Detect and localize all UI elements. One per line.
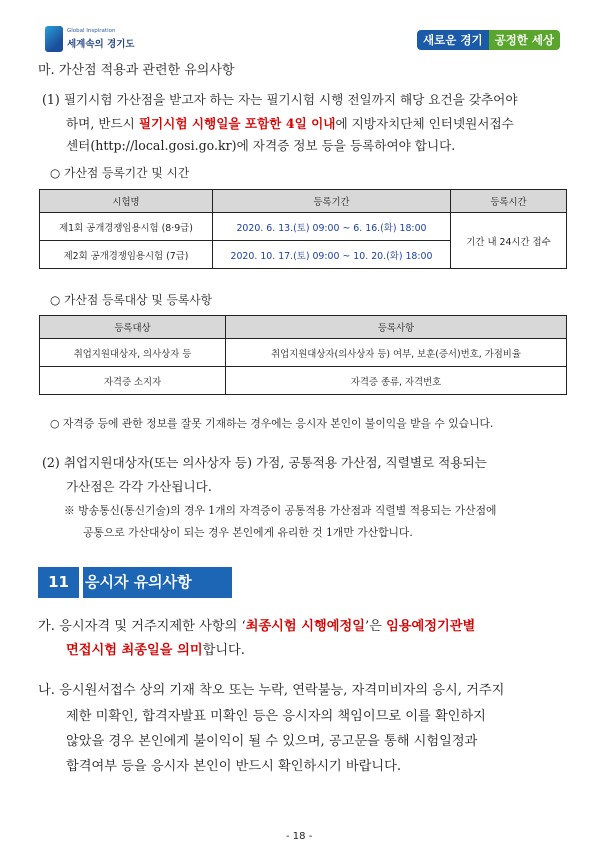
item-na-line1: 나. 응시원서접수 상의 기재 착오 또는 누락, 연락불능, 자격미비자의 응시, 거주지 bbox=[38, 683, 505, 698]
col-items: 등록사항 bbox=[226, 316, 567, 339]
items: 취업지원대상자(의사상자 등) 여부, 보훈(증서)번호, 가점비율 bbox=[226, 339, 567, 367]
page-number: - 18 - bbox=[286, 831, 313, 842]
section-11-title: 응시자 유의사항 bbox=[85, 573, 192, 591]
col-exam: 시험명 bbox=[40, 190, 213, 213]
page-header bbox=[0, 0, 605, 62]
gyeonggi-logo bbox=[45, 26, 135, 54]
table-row bbox=[40, 213, 567, 241]
section-title: 마. 가산점 적용과 관련한 유의사항 bbox=[38, 63, 235, 78]
logo-line1: Global Inspiration bbox=[67, 28, 116, 34]
target: 취업지원대상자, 의사상자 등 bbox=[40, 339, 226, 367]
items: 자격증 종류, 자격번호 bbox=[226, 367, 567, 395]
bullet-warning: ○ 자격증 등에 관한 정보를 잘못 기재하는 경우에는 응시자 본인이 불이익을 받을 수 있습니다. bbox=[50, 417, 494, 430]
ga-highlight-2: 임용예정기관별 bbox=[386, 619, 476, 634]
ga-text-tail: 합니다. bbox=[202, 643, 245, 658]
registration-target-table bbox=[39, 315, 567, 395]
item-na-line3: 않았을 경우 본인에게 불이익이 될 수 있으며, 공고문을 통해 시험일정과 bbox=[66, 734, 478, 749]
item1-highlight: 필기시험 시행일을 포함한 4일 이내 bbox=[138, 116, 336, 131]
item1-line3-tail: 에 자격증 정보 등을 등록하여야 합니다. bbox=[236, 138, 456, 153]
logo-line2: 세계속의 경기도 bbox=[67, 39, 135, 50]
ga-highlight: 최종시험 시행예정일 bbox=[245, 619, 365, 634]
ga-text-mid: ’은 bbox=[364, 619, 387, 634]
item2-line2: 가산점은 각각 가산됩니다. bbox=[66, 479, 212, 494]
table-row bbox=[40, 367, 567, 395]
section-11-banner bbox=[38, 567, 232, 598]
slogan-banner bbox=[417, 30, 560, 50]
logo-mark-icon bbox=[45, 26, 63, 52]
bullet-target: ○ 가산점 등록대상 및 등록사항 bbox=[50, 293, 213, 307]
bullet-period: ○ 가산점 등록기간 및 시간 bbox=[50, 166, 190, 180]
table-header-row bbox=[40, 316, 567, 339]
item2-note1: ※ 방송통신(통신기술)의 경우 1개의 자격증이 공통적용 가산점과 직렬별 적용되는 가산점에 bbox=[64, 504, 497, 517]
item1-line2-text: 하며, 반드시 bbox=[66, 116, 139, 131]
item-ga-line1 bbox=[38, 619, 475, 635]
col-period: 등록기간 bbox=[213, 190, 451, 213]
section-number: 11 bbox=[48, 573, 69, 591]
col-time: 등록시간 bbox=[451, 190, 567, 213]
item1-line1: (1) 필기시험 가산점을 받고자 하는 자는 필기시험 시행 전일까지 해당 요건을 갖추어야 bbox=[42, 92, 518, 107]
registration-period-table bbox=[39, 189, 567, 269]
ga-text: 가. 응시자격 및 거주지제한 사항의 ‘ bbox=[38, 619, 246, 634]
item1-line2 bbox=[66, 116, 514, 132]
ga-highlight-3: 면접시험 최종일을 의미 bbox=[66, 643, 203, 658]
item2-note2: 공통으로 가산대상이 되는 경우 본인에게 유리한 것 1개만 가산합니다. bbox=[83, 526, 413, 539]
item1-line2-tail: 에 지방자치단체 인터넷원서접수 bbox=[335, 116, 514, 131]
table-header-row bbox=[40, 190, 567, 213]
item-na-line4: 합격여부 등을 응시자 본인이 반드시 확인하시기 바랍니다. bbox=[66, 759, 402, 774]
exam-name: 제1회 공개경쟁임용시험 (8·9급) bbox=[40, 213, 213, 241]
item2-line1: (2) 취업지원대상자(또는 의사상자 등) 가점, 공통적용 가산점, 직렬별로 적용되는 bbox=[42, 455, 487, 470]
exam-period: 2020. 6. 13.(토) 09:00 ~ 6. 16.(화) 18:00 bbox=[213, 213, 451, 241]
item1-line3 bbox=[66, 138, 455, 154]
slogan-part2: 공정한 세상 bbox=[489, 30, 561, 50]
exam-period: 2020. 10. 17.(토) 09:00 ~ 10. 20.(화) 18:00 bbox=[213, 241, 451, 269]
target: 자격증 소지자 bbox=[40, 367, 226, 395]
registration-time: 기간 내 24시간 접수 bbox=[451, 213, 567, 269]
item-ga-line2 bbox=[66, 643, 245, 659]
item1-url: 센터(http://local.gosi.go.kr) bbox=[66, 138, 237, 153]
slogan-part1: 새로운 경기 bbox=[417, 30, 489, 50]
exam-name: 제2회 공개경쟁임용시험 (7급) bbox=[40, 241, 213, 269]
table-row bbox=[40, 339, 567, 367]
item-na-line2: 제한 미확인, 합격자발표 미확인 등은 응시자의 책임이므로 이를 확인하지 bbox=[66, 709, 486, 724]
banner-divider bbox=[79, 567, 83, 598]
col-target: 등록대상 bbox=[40, 316, 226, 339]
